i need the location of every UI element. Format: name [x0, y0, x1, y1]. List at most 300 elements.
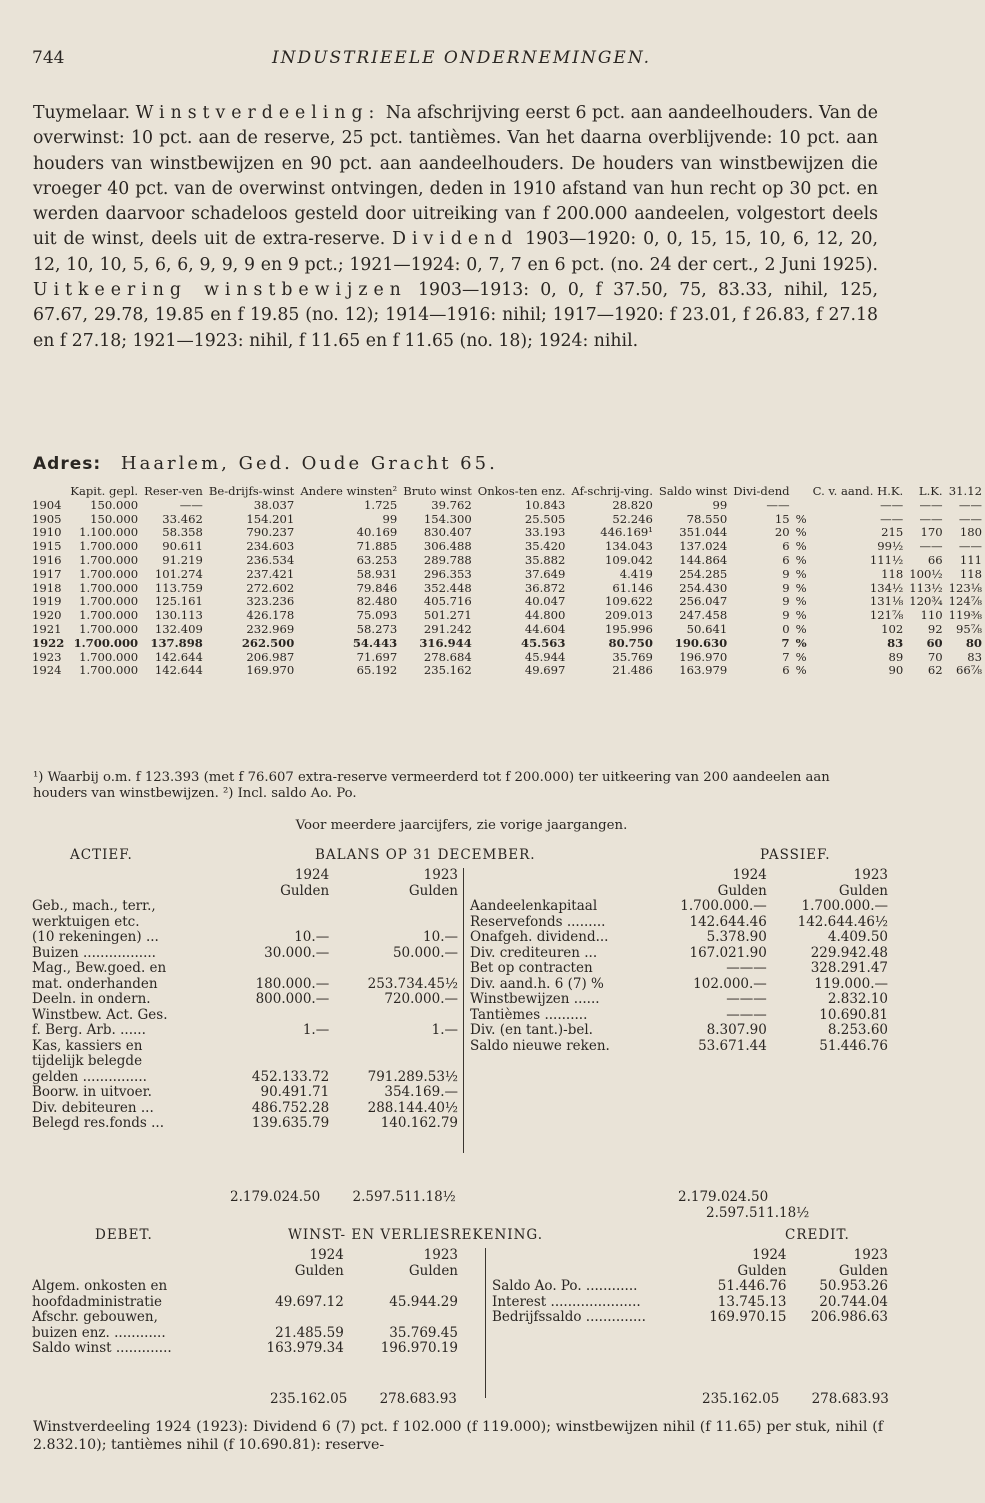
year-1924: 1924 — [294, 867, 330, 883]
text-intro: Tuymelaar. — [33, 103, 131, 123]
table-row — [30, 595, 985, 609]
table-cell: 291.242 — [423, 621, 472, 636]
item-value: 720.000.— — [384, 991, 458, 1007]
table-cell: 323.236 — [246, 594, 295, 609]
item-value: 102.000.— — [693, 975, 767, 992]
table-cell: 154.201 — [246, 511, 295, 526]
list-item — [468, 915, 890, 931]
table-cell: 1.700.000 — [79, 594, 139, 609]
item-value: 2.832.10 — [827, 991, 888, 1007]
item-label: Div. aand.h. 6 (7) % — [470, 975, 604, 992]
address-value: Haarlem, Ged. Oude Gracht 65. — [120, 453, 498, 474]
year-1923: 1923 — [853, 867, 888, 883]
table-cell: % — [795, 621, 807, 636]
list-item — [30, 946, 460, 962]
table-cell: 4.419 — [619, 566, 653, 581]
table-cell: 132.409 — [154, 621, 203, 636]
table-cell: 52.246 — [612, 511, 653, 526]
table-cell: 1922 — [32, 635, 65, 650]
table-cell: 278.684 — [423, 649, 472, 664]
item-value — [232, 1279, 346, 1295]
table-cell: 296.353 — [423, 566, 472, 581]
item-value: 10.— — [423, 929, 458, 945]
debet-totals — [270, 1392, 457, 1408]
item-value: 5.378.90 — [706, 929, 767, 945]
table-cell: —— — [919, 497, 943, 512]
table-cell: —— — [766, 497, 790, 512]
item-value: 486.752.28 — [251, 1099, 330, 1116]
table-cell: 131⅛ — [869, 594, 904, 609]
table-cell: 150.000 — [90, 497, 139, 512]
item-label: Div. (en tant.)-bel. — [470, 1022, 593, 1038]
table-row — [30, 526, 985, 540]
column-header: Saldo winst — [658, 484, 728, 498]
year-1923: 1923 — [853, 1247, 888, 1263]
table-cell: 1919 — [32, 594, 62, 609]
table-cell: 123⅛ — [948, 580, 982, 595]
unit-label: Gulden — [408, 1262, 458, 1279]
item-value — [220, 1008, 331, 1024]
table-cell: 134.043 — [604, 539, 653, 554]
table-cell: 40.047 — [524, 594, 566, 609]
table-cell: 1918 — [32, 580, 62, 595]
table-cell: 272.602 — [246, 580, 295, 595]
list-item — [468, 961, 890, 977]
table-row — [30, 582, 985, 596]
item-label: Boorw. in uitvoer. — [32, 1084, 152, 1100]
list-item — [30, 1116, 460, 1132]
running-title: INDUSTRIEELE ONDERNEMINGEN. — [271, 48, 652, 68]
table-cell: 118 — [959, 566, 982, 581]
unit-label: Gulden — [838, 882, 888, 899]
item-value: 180.000.— — [255, 975, 330, 992]
item-value: 51.446.76 — [717, 1278, 787, 1294]
item-value: 50.953.26 — [819, 1278, 888, 1294]
table-cell: 180 — [959, 525, 982, 540]
table-cell: 9 — [782, 594, 790, 609]
table-row — [30, 568, 985, 582]
item-label: Tantièmes .......... — [470, 1006, 588, 1023]
table-cell: 80 — [965, 635, 982, 650]
item-value: 1.— — [302, 1022, 330, 1038]
unit-label: Gulden — [737, 1262, 787, 1279]
item-value: 253.734.45½ — [367, 975, 458, 992]
item-value: 163.979.34 — [266, 1340, 344, 1356]
item-value: 196.970.19 — [380, 1340, 458, 1356]
table-cell: 78.550 — [686, 511, 728, 526]
table-cell: 75.093 — [356, 608, 398, 623]
table-cell: 144.864 — [679, 552, 728, 567]
unit-label: Gulden — [838, 1262, 888, 1279]
passiva-totals — [678, 1190, 890, 1221]
table-cell: 83 — [967, 649, 982, 664]
table-cell: 137.898 — [150, 635, 203, 650]
item-label: (10 rekeningen) ... — [32, 929, 159, 945]
table-cell: 66⅞ — [956, 663, 982, 678]
winstverdeeling-heading: Winstverdeeling: — [135, 103, 381, 123]
credit-totals — [702, 1392, 889, 1408]
item-value: ——— — [726, 1006, 767, 1023]
column-header: 31.12 — [948, 484, 982, 498]
table-row — [30, 651, 985, 665]
table-cell — [793, 499, 810, 513]
table-cell: 20 — [774, 525, 790, 540]
table-cell: 120¾ — [909, 594, 943, 609]
table-cell: 405.716 — [423, 594, 472, 609]
item-value: 30.000.— — [264, 944, 330, 961]
table-cell: 6 — [782, 552, 790, 567]
year-1924: 1924 — [752, 1247, 787, 1263]
item-value — [220, 915, 331, 931]
table-cell: 306.488 — [423, 539, 472, 554]
total-1923: 278.683.93 — [811, 1391, 889, 1407]
item-value — [220, 899, 331, 915]
item-label: Saldo winst ............. — [32, 1340, 172, 1356]
item-value: 142.644.46 — [689, 913, 767, 930]
item-value — [220, 961, 331, 977]
list-item — [30, 1310, 460, 1326]
item-label: Deeln. in ondern. — [32, 991, 151, 1007]
item-value — [232, 1310, 346, 1326]
table-cell: 352.448 — [423, 580, 472, 595]
unit-label: Gulden — [280, 882, 330, 899]
item-value: 13.745.13 — [717, 1293, 787, 1310]
table-cell: 9 — [782, 608, 790, 623]
item-label: Onafgeh. dividend... — [470, 929, 609, 945]
table-cell: 111 — [959, 552, 982, 567]
list-item — [30, 1070, 460, 1086]
table-row — [30, 540, 985, 554]
table-cell: 45.944 — [524, 649, 566, 664]
item-value: 35.769.45 — [389, 1324, 458, 1341]
item-label: werktuigen etc. — [32, 913, 140, 930]
table-cell: 7 — [782, 649, 790, 664]
list-item — [30, 1326, 460, 1342]
table-cell: 215 — [881, 525, 904, 540]
table-row — [30, 554, 985, 568]
list-item — [30, 1054, 460, 1070]
table-cell: —— — [958, 511, 982, 526]
item-value: 49.697.12 — [275, 1293, 344, 1310]
dividend-heading: Dividend — [392, 229, 519, 250]
table-row — [30, 499, 985, 513]
item-label: gelden ............... — [32, 1068, 147, 1085]
table-cell: 134½ — [869, 580, 904, 595]
item-value: 8.253.60 — [827, 1022, 888, 1038]
item-label: Kas, kassiers en — [32, 1037, 143, 1054]
table-cell: 113.759 — [154, 580, 203, 595]
table-cell: 1924 — [32, 663, 62, 678]
list-item — [30, 930, 460, 946]
table-cell: % — [795, 608, 807, 623]
list-item — [30, 1101, 460, 1117]
balance-divider — [463, 868, 464, 1153]
table-cell: 95⅞ — [956, 621, 982, 636]
table-cell: 195.996 — [604, 621, 653, 636]
table-cell: 37.649 — [524, 566, 566, 581]
item-value: 10.— — [294, 929, 330, 945]
item-value: 328.291.47 — [810, 960, 888, 976]
column-header: Kapit. gepl. — [70, 484, 139, 498]
table-cell: 9 — [782, 566, 790, 581]
table-cell: 50.641 — [686, 621, 728, 636]
item-value: 20.744.04 — [819, 1293, 888, 1310]
table-cell: 28.820 — [612, 497, 653, 512]
item-label: Geb., mach., terr., — [32, 898, 156, 914]
table-cell: 1.700.000 — [79, 552, 139, 567]
table-cell: 40.169 — [356, 525, 398, 540]
item-value: 142.644.46½ — [797, 913, 888, 930]
table-row — [30, 513, 985, 527]
passiva-column — [468, 868, 890, 1054]
list-item — [468, 1008, 890, 1024]
table-cell: —— — [880, 511, 904, 526]
page-number: 744 — [32, 48, 65, 68]
item-value: 167.021.90 — [689, 944, 767, 961]
table-cell: 1916 — [32, 552, 62, 567]
activa-title: ACTIEF. — [70, 847, 133, 863]
table-cell: 125.161 — [154, 594, 203, 609]
table-cell: 446.169¹ — [600, 525, 653, 540]
item-label: Algem. onkosten en — [32, 1278, 168, 1294]
table-cell: 1.700.000 — [79, 649, 139, 664]
table-cell: 45.563 — [521, 635, 566, 650]
total-1923: 278.683.93 — [379, 1391, 457, 1407]
table-cell: % — [795, 511, 807, 526]
list-item — [468, 977, 890, 993]
activa-column — [30, 868, 460, 1132]
text-uitkeering: 1903—1913: 0, 0, f 37.50, 75, 83.33, nihil, 125, 67.67, 29.78, 19.85 en f 19.85 (no. 12); 1914—1916: nihil; 1917—1920: f 23.01, f 26.83, f 27.18 en f 27.18; 1921—1923: nihil, f 11.65 en f 11.65 (no. 18); 1924: nihil. — [33, 280, 879, 351]
table-cell: 237.421 — [246, 566, 295, 581]
address-label: Adres: — [33, 454, 102, 474]
item-value — [346, 1279, 460, 1295]
table-cell: 1.100.000 — [79, 525, 139, 540]
table-cell: 1.700.000 — [79, 663, 139, 678]
item-value: 206.986.63 — [810, 1309, 888, 1325]
table-cell: 35.420 — [524, 539, 566, 554]
table-cell: 150.000 — [90, 511, 139, 526]
table-cell: 790.237 — [246, 525, 295, 540]
item-label: Winstbew. Act. Ges. — [32, 1006, 168, 1023]
item-label: f. Berg. Arb. ...... — [32, 1022, 146, 1038]
table-row — [30, 623, 985, 637]
item-label: Interest ..................... — [492, 1293, 641, 1310]
item-label: Aandeelenkapitaal — [470, 898, 598, 914]
item-value — [331, 1008, 460, 1024]
item-value — [331, 899, 460, 915]
table-cell: —— — [958, 539, 982, 554]
total-1924: 235.162.05 — [702, 1391, 780, 1407]
table-cell: 1923 — [32, 649, 62, 664]
item-value: 10.690.81 — [819, 1006, 888, 1023]
company-description — [33, 101, 878, 354]
table-cell: 58.358 — [162, 525, 203, 540]
table-cell: 36.872 — [524, 580, 566, 595]
item-label: Buizen ................. — [32, 944, 156, 961]
debet-column — [30, 1248, 460, 1357]
list-item — [468, 930, 890, 946]
year-1924: 1924 — [309, 1247, 344, 1263]
column-header: Divi-dend — [733, 484, 790, 498]
table-cell: 102 — [881, 621, 904, 636]
table-cell: 247.458 — [679, 608, 728, 623]
table-cell: 1.700.000 — [73, 635, 139, 650]
table-cell: 82.480 — [356, 594, 398, 609]
table-cell: 70 — [927, 649, 943, 664]
list-item — [30, 1341, 460, 1357]
debet-title: DEBET. — [95, 1227, 153, 1243]
table-cell: 58.273 — [356, 621, 398, 636]
table-cell: 209.013 — [604, 608, 653, 623]
list-item — [30, 1295, 460, 1311]
table-cell: 54.443 — [352, 635, 398, 650]
item-label: Belegd res.fonds ... — [32, 1115, 165, 1131]
table-cell: 1921 — [32, 621, 62, 636]
total-1924: 235.162.05 — [270, 1391, 348, 1407]
table-cell: 1920 — [32, 608, 62, 623]
item-label: Div. crediteuren ... — [470, 944, 598, 961]
list-item — [468, 1039, 890, 1055]
table-header-row — [30, 485, 985, 499]
table-cell: 99½ — [877, 539, 904, 554]
text-winstverdeeling: Na afschrijving eerst 6 pct. aan aandeelhouders. Van de overwinst: 10 pct. aan de reserve, 25 pct. tantièmes. Van het daarna overblijvende: 10 pct. aan houders van winstbewijzen en 90 pct. aan aandeelhouders. De houders van winstbewijzen die vroeger 40 pct. van de overwinst ontvingen, deden in 1910 afstand van hun recht op 30 pct. en werden daarvoor schadeloos gesteld door uitreiking van f 200.000 aandeelen, volgestort deels uit de winst, deels uit de extra-reserve. — [33, 103, 879, 250]
item-value: 21.485.59 — [275, 1324, 344, 1341]
table-cell: 90.611 — [162, 539, 203, 554]
table-cell: —— — [919, 539, 943, 554]
footnotes — [33, 770, 883, 802]
item-value: 140.162.79 — [380, 1115, 458, 1131]
item-label: Saldo nieuwe reken. — [470, 1037, 610, 1054]
list-item — [30, 1085, 460, 1101]
item-label: Div. debiteuren ... — [32, 1099, 154, 1116]
column-header — [30, 485, 67, 499]
table-cell: 1.700.000 — [79, 580, 139, 595]
table-cell: 1.700.000 — [79, 539, 139, 554]
item-label: buizen enz. ............ — [32, 1324, 166, 1341]
total-1924: 2.179.024.50 — [230, 1189, 321, 1205]
table-row — [30, 609, 985, 623]
list-item — [30, 961, 460, 977]
table-row — [30, 637, 985, 651]
table-cell: 163.979 — [679, 663, 728, 678]
column-header: Be-drijfs-winst — [208, 484, 295, 498]
table-cell: 99 — [712, 497, 728, 512]
item-value: 139.635.79 — [251, 1115, 330, 1131]
table-cell: 256.047 — [679, 594, 728, 609]
list-item — [30, 992, 460, 1008]
table-cell: 109.622 — [604, 594, 653, 609]
table-cell: 71.885 — [356, 539, 398, 554]
table-cell: 92 — [927, 621, 943, 636]
item-value: 1.700.000.— — [680, 898, 767, 914]
table-cell: 39.762 — [431, 497, 472, 512]
item-value: 791.289.53½ — [367, 1068, 458, 1085]
table-cell: 15 — [774, 511, 790, 526]
pl-divider — [485, 1248, 486, 1398]
table-cell: 154.300 — [423, 511, 472, 526]
table-cell: 1905 — [32, 511, 62, 526]
table-cell: 109.042 — [604, 552, 653, 567]
item-label: tijdelijk belegde — [32, 1053, 143, 1069]
table-cell: 65.192 — [356, 663, 398, 678]
item-value — [220, 1039, 331, 1055]
column-header: Af-schrij-ving. — [571, 484, 653, 498]
table-cell: 111½ — [869, 552, 904, 567]
table-cell: 1915 — [32, 539, 62, 554]
table-cell: 501.271 — [423, 608, 472, 623]
table-cell: 89 — [888, 649, 904, 664]
table-cell: 1.700.000 — [79, 608, 139, 623]
table-cell: % — [795, 539, 807, 554]
item-value: ——— — [726, 991, 767, 1007]
table-cell: 316.944 — [419, 635, 472, 650]
table-cell: 130.113 — [154, 608, 203, 623]
table-cell: 58.931 — [356, 566, 398, 581]
item-value: 1.— — [431, 1022, 458, 1038]
table-cell: 119⅜ — [948, 608, 982, 623]
unit-label: Gulden — [408, 882, 458, 899]
table-cell: 196.970 — [679, 649, 728, 664]
table-cell: 1.725 — [364, 497, 398, 512]
table-cell: 99 — [382, 511, 398, 526]
table-cell: % — [795, 649, 807, 664]
table-cell: 121⅞ — [869, 608, 904, 623]
item-label: hoofdadministratie — [32, 1293, 162, 1310]
item-value: 452.133.72 — [251, 1068, 330, 1085]
item-value: 354.169.— — [384, 1084, 458, 1100]
table-cell: 21.486 — [612, 663, 653, 678]
year-1923: 1923 — [423, 867, 458, 883]
item-label: Winstbewijzen ...... — [470, 991, 600, 1007]
table-cell: 101.274 — [154, 566, 203, 581]
item-value: 288.144.40½ — [367, 1099, 458, 1116]
table-cell: 0 — [782, 621, 790, 636]
passiva-title: PASSIEF. — [760, 847, 831, 863]
item-value: 90.491.71 — [260, 1084, 330, 1100]
table-cell: 6 — [782, 539, 790, 554]
table-cell: 232.969 — [246, 621, 295, 636]
table-cell: 35.882 — [524, 552, 566, 567]
activa-totals — [230, 1190, 456, 1206]
table-cell: 142.644 — [154, 649, 203, 664]
balance-sheet — [30, 847, 890, 1221]
table-cell: 124⅞ — [948, 594, 982, 609]
profit-loss-title: WINST- EN VERLIESREKENING. — [288, 1227, 544, 1243]
column-header: Reser-ven — [144, 484, 203, 498]
column-header: L.K. — [918, 484, 943, 498]
table-cell: 38.037 — [253, 497, 295, 512]
item-value — [331, 915, 460, 931]
table-cell: 44.604 — [524, 621, 566, 636]
list-item — [468, 946, 890, 962]
table-cell: 830.407 — [423, 525, 472, 540]
table-cell: 254.285 — [679, 566, 728, 581]
text-dividend: 1903—1920: 0, 0, 15, 15, 10, 6, 12, 20, 12, 10, 10, 5, 6, 6, 9, 9, 9 en 9 pct.; 1921—1924: 0, 7, 7 en 6 pct. (no. 24 der cert., 2 Juni 1925). — [33, 229, 879, 275]
list-item — [30, 977, 460, 993]
unit-label: Gulden — [294, 1262, 344, 1279]
table-cell: 71.697 — [356, 649, 398, 664]
table-cell: % — [795, 580, 807, 595]
list-item — [490, 1310, 890, 1326]
item-value: 53.671.44 — [698, 1037, 767, 1054]
table-cell: —— — [179, 497, 203, 512]
credit-column — [490, 1248, 890, 1326]
list-item — [30, 1279, 460, 1295]
item-label: Mag., Bew.goed. en — [32, 960, 167, 976]
table-cell: 6 — [782, 663, 790, 678]
item-value: 50.000.— — [392, 944, 458, 961]
table-cell: 236.534 — [246, 552, 295, 567]
